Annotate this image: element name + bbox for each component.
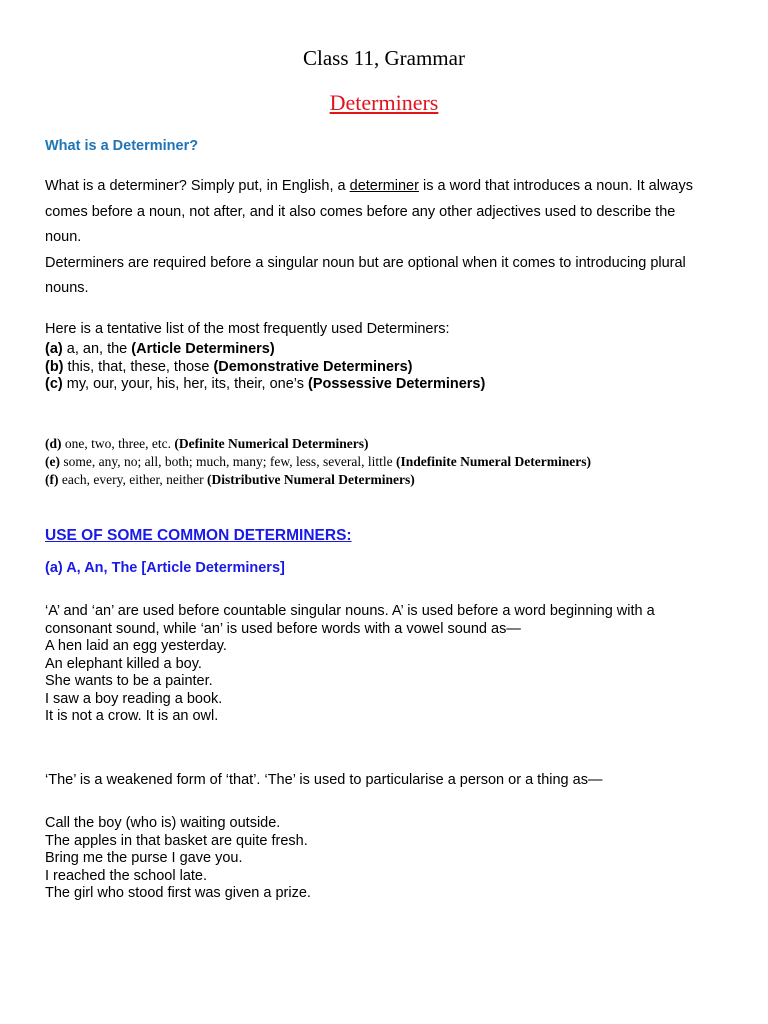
list-letter: (d): [45, 436, 62, 451]
example-line: The girl who stood first was given a prize.: [45, 885, 311, 901]
example-line: I reached the school late.: [45, 867, 208, 884]
example-line: Call the boy (who is) waiting outside.: [45, 815, 281, 831]
list-type: (Indefinite Numeral Determiners): [396, 454, 591, 469]
list-letter: (b): [45, 358, 64, 375]
usage-section-heading: USE OF SOME COMMON DETERMINERS:: [45, 527, 352, 544]
intro-line-1: [45, 174, 693, 200]
article-usage-block: [45, 603, 655, 726]
intro-paragraph-1: [45, 174, 693, 302]
article-line: consonant sound, while ‘an’ is used before words with a vowel sound as—: [45, 620, 521, 637]
intro-text-before-link: What is a determiner? Simply put, in English, a: [45, 178, 350, 194]
list-letter: (a): [45, 341, 63, 357]
the-intro: ‘The’ is a weakened form of ‘that’. ‘The’ is used to particularise a person or a thing as—: [45, 772, 603, 788]
article-line: I saw a boy reading a book.: [45, 690, 223, 707]
list-item: [45, 359, 485, 377]
list-letter: (c): [45, 376, 63, 392]
determiner-link[interactable]: determiner: [349, 178, 419, 194]
list-item: [45, 341, 485, 359]
class-title: Class 11, Grammar: [303, 46, 465, 70]
list-words: a, an, the: [62, 341, 132, 357]
list-sans: [45, 341, 485, 394]
intro-line-5: nouns.: [45, 280, 89, 296]
list-type: (Definite Numerical Determiners): [174, 436, 369, 451]
intro-line-2: comes before a noun, not after, and it also comes before any other adjectives used to describe the: [45, 203, 676, 220]
example-line: Bring me the purse I gave you.: [45, 850, 243, 866]
list-letter: (f): [45, 472, 59, 487]
intro-text-after-link: is a word that introduces a noun. It always: [418, 178, 693, 194]
list-type: (Demonstrative Determiners): [213, 358, 413, 375]
list-words: one, two, three, etc.: [61, 436, 175, 451]
question-heading: What is a Determiner?: [45, 138, 199, 154]
list-type: (Article Determiners): [131, 341, 275, 357]
list-item: [45, 435, 591, 453]
article-line: An elephant killed a boy.: [45, 655, 202, 672]
article-line: It is not a crow. It is an owl.: [45, 708, 219, 724]
article-line: She wants to be a painter.: [45, 673, 213, 689]
list-words: this, that, these, those: [63, 358, 214, 375]
list-type: (Possessive Determiners): [308, 376, 486, 392]
list-type: (Distributive Numeral Determiners): [207, 472, 415, 487]
example-line: The apples in that basket are quite fresh.: [45, 832, 308, 849]
topic-title: Determiners: [329, 90, 439, 115]
intro-line-4: Determiners are required before a singular noun but are optional when it comes to introducing plural: [45, 254, 686, 271]
list-lead: Here is a tentative list of the most frequently used Determiners:: [45, 321, 450, 337]
list-words: each, every, either, neither: [58, 472, 207, 487]
article-line: ‘A’ and ‘an’ are used before countable singular nouns. A’ is used before a word beginning with a: [45, 603, 655, 619]
list-words: some, any, no; all, both; much, many; few, less, several, little: [59, 454, 397, 469]
list-item: [45, 453, 591, 471]
the-examples-block: [45, 815, 311, 903]
list-words: my, our, your, his, her, its, their, one’s: [62, 376, 309, 392]
list-item: [45, 471, 591, 489]
intro-line-3: noun.: [45, 229, 82, 245]
article-line: A hen laid an egg yesterday.: [45, 638, 227, 654]
list-letter: (e): [45, 454, 60, 469]
list-item: [45, 376, 485, 394]
article-subheading: (a) A, An, The [Article Determiners]: [45, 560, 285, 576]
list-serif: [45, 435, 591, 489]
